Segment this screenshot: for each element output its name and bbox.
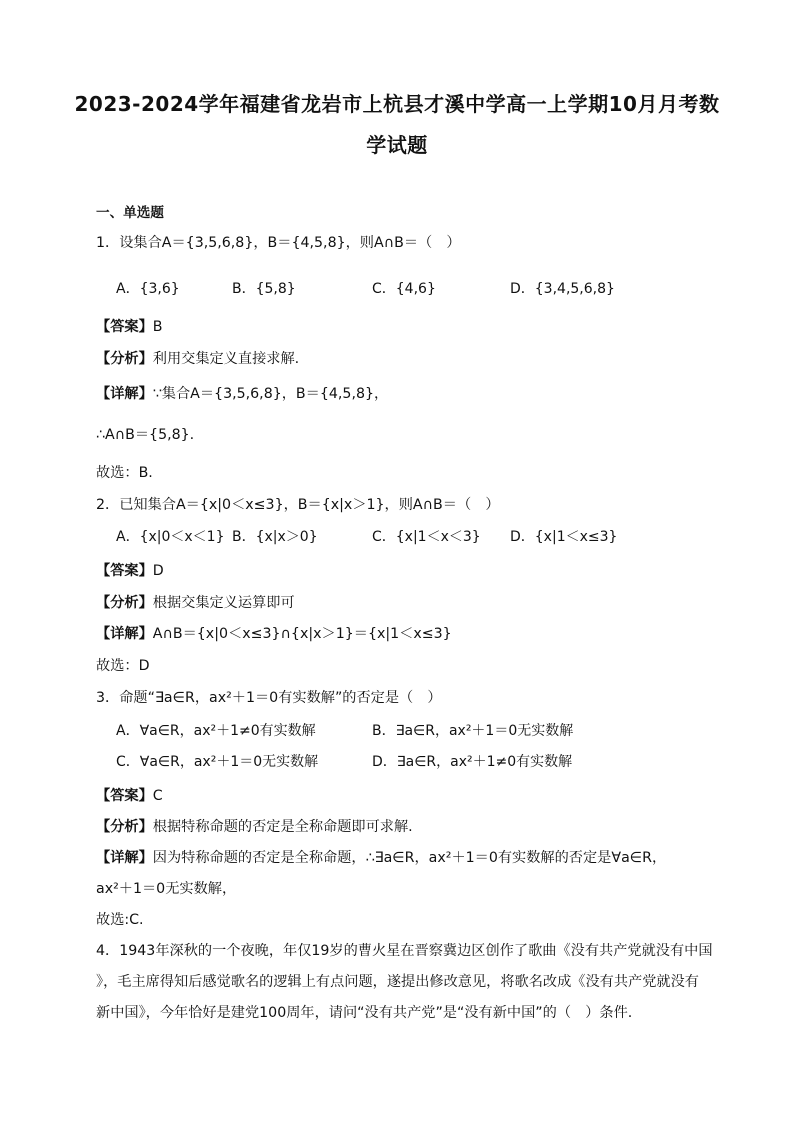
detail-text: ∵集合A＝{3,5,6,8}，B＝{4,5,8}， xyxy=(152,386,389,402)
q1-analysis xyxy=(96,349,714,369)
answer-tag: 【答案】 xyxy=(96,563,153,579)
detail-text: 因为特称命题的否定是全称命题，∴∃a∈R，ax²＋1＝0有实数解的否定是∀a∈R， xyxy=(152,850,667,866)
q2-option-d: D．{x|1＜x≤3} xyxy=(510,529,618,545)
q1-answer xyxy=(96,317,714,337)
detail-text: A∩B＝{x|0＜x≤3}∩{x|x＞1}＝{x|1＜x≤3} xyxy=(152,626,452,642)
analysis-tag: 【分析】 xyxy=(96,351,153,367)
q3-option-c: C．∀a∈R，ax²＋1＝0无实数解 xyxy=(116,754,319,770)
analysis-text: 利用交集定义直接求解. xyxy=(152,351,300,367)
section-heading: 一、单选题 xyxy=(96,205,164,221)
q3-analysis xyxy=(96,817,714,837)
q4-line2: 》，毛主席得知后感觉歌名的逻辑上有点问题，遂提出修改意见，将歌名改成《没有共产党就没有 xyxy=(96,974,699,990)
q1-detail xyxy=(96,384,714,404)
q1-stem: 1．设集合A＝{3,5,6,8}，B＝{4,5,8}，则A∩B＝（ ） xyxy=(96,235,461,251)
answer-value: D xyxy=(152,563,164,579)
q3-detail xyxy=(96,848,714,868)
detail-tag: 【详解】 xyxy=(96,626,153,642)
analysis-tag: 【分析】 xyxy=(96,819,153,835)
doc-title-line1: 2023-2024学年福建省龙岩市上杭县才溪中学高一上学期10月月考数 xyxy=(74,92,720,116)
q3-option-b: B．∃a∈R，ax²＋1＝0无实数解 xyxy=(372,723,574,739)
answer-value: B xyxy=(152,319,163,335)
detail-tag: 【详解】 xyxy=(96,386,153,402)
analysis-text: 根据交集定义运算即可 xyxy=(152,595,295,611)
q2-analysis xyxy=(96,593,714,613)
q2-answer xyxy=(96,561,714,581)
answer-tag: 【答案】 xyxy=(96,788,153,804)
q4-line1: 4．1943年深秋的一个夜晚，年仅19岁的曹火星在晋察冀边区创作了歌曲《没有共产党就没有中国 xyxy=(96,943,713,959)
q4-line3: 新中国》，今年恰好是建党100周年，请问“没有共产党”是“没有新中国”的（ ）条件. xyxy=(96,1005,633,1021)
q2-option-c: C．{x|1＜x＜3} xyxy=(372,529,481,545)
detail-tag: 【详解】 xyxy=(96,850,153,866)
answer-tag: 【答案】 xyxy=(96,319,153,335)
q1-option-b: B．{5,8} xyxy=(232,281,296,297)
q3-option-a: A．∀a∈R，ax²＋1≠0有实数解 xyxy=(116,723,316,739)
q1-option-d: D．{3,4,5,6,8} xyxy=(510,281,615,297)
q3-detail-2: ax²＋1＝0无实数解， xyxy=(96,881,237,897)
q3-choose: 故选:C. xyxy=(96,912,144,928)
q2-detail xyxy=(96,624,714,644)
q1-option-a: A．{3,6} xyxy=(116,281,180,297)
q2-option-a: A．{x|0＜x＜1} xyxy=(116,529,225,545)
q3-stem: 3．命题“∃a∈R，ax²＋1＝0有实数解”的否定是（ ） xyxy=(96,690,442,706)
q3-answer xyxy=(96,786,714,806)
q3-option-d: D．∃a∈R，ax²＋1≠0有实数解 xyxy=(372,754,573,770)
doc-title-line2: 学试题 xyxy=(366,133,428,157)
q2-option-b: B．{x|x＞0} xyxy=(232,529,318,545)
analysis-tag: 【分析】 xyxy=(96,595,153,611)
q2-choose: 故选：D xyxy=(96,658,150,674)
q1-detail-2: ∴A∩B＝{5,8}. xyxy=(96,427,195,443)
answer-value: C xyxy=(152,788,163,804)
analysis-text: 根据特称命题的否定是全称命题即可求解. xyxy=(152,819,413,835)
q2-stem: 2．已知集合A＝{x|0＜x≤3}，B＝{x|x＞1}，则A∩B＝（ ） xyxy=(96,497,500,513)
q1-option-c: C．{4,6} xyxy=(372,281,436,297)
q1-choose: 故选：B. xyxy=(96,465,153,481)
